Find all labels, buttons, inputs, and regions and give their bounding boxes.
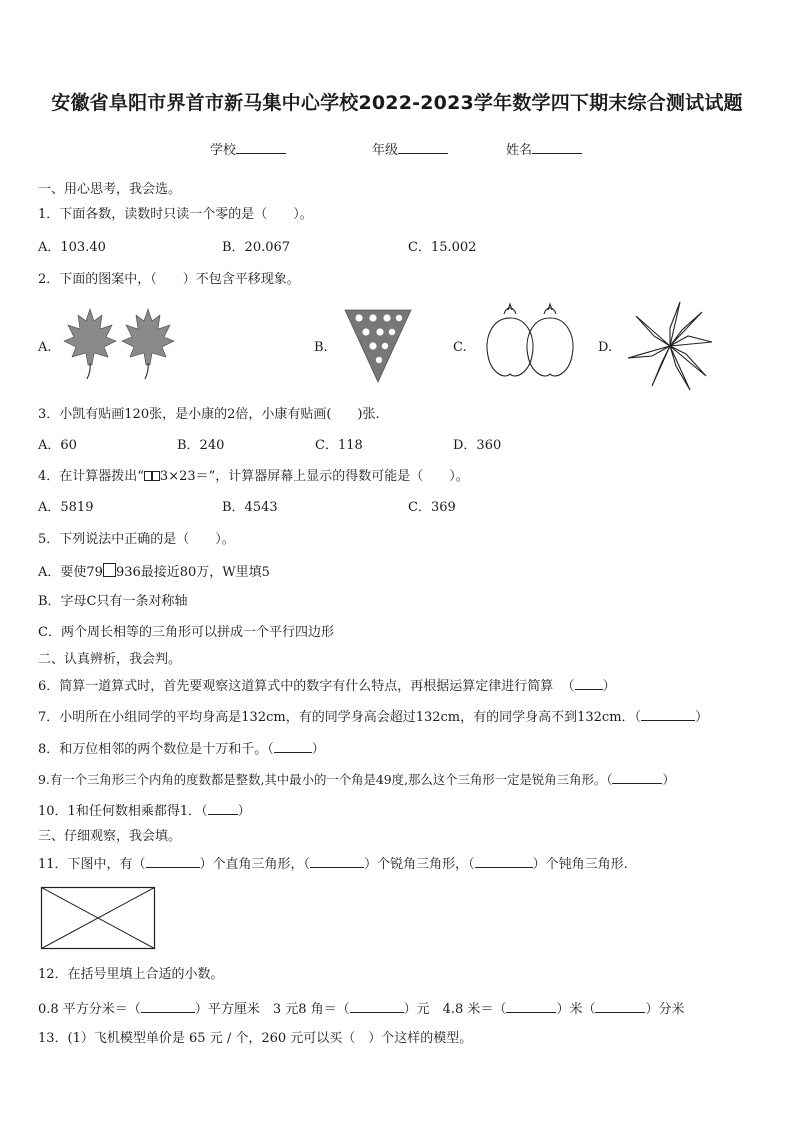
q1-stem: 1．下面各数，读数时只读一个零的是（ ）。 [38, 207, 313, 222]
q3-option-b[interactable]: B．240 [177, 438, 225, 453]
name-label: 姓名 [506, 143, 533, 158]
q10-item [38, 802, 251, 820]
pinwheel-icon [622, 298, 718, 394]
q5-stem: 5．下列说法中正确的是（ ）。 [38, 532, 235, 547]
q5-option-c[interactable]: C．两个周长相等的三角形可以拼成一个平行四边形 [38, 625, 334, 640]
q7-paren-close: ） [695, 710, 709, 725]
section-1-heading: 一、用心思考，我会选。 [38, 182, 182, 197]
q1-option-a[interactable]: A．103.40 [38, 240, 106, 255]
q12-blank-2[interactable] [350, 1000, 404, 1013]
q12-part-3: ）元 4.8 米＝（ [403, 1002, 507, 1017]
q12-blank-3[interactable] [506, 1000, 556, 1013]
q11-acute-blank[interactable] [310, 855, 364, 868]
q4-option-b[interactable]: B．4543 [222, 500, 278, 515]
q2-option-d[interactable]: D. [598, 340, 613, 355]
q5-option-b[interactable]: B．字母C只有一条对称轴 [38, 594, 188, 609]
q6-paren-close: ） [602, 679, 616, 694]
grade-blank[interactable] [398, 141, 448, 154]
box-icon [144, 471, 152, 481]
q7-paren-open: （ [634, 710, 642, 725]
section-2-heading: 二、认真辨析，我会判。 [38, 652, 182, 667]
q4-stem-end: 3×23＝”，计算器屏幕上显示的得数可能是（ ）。 [159, 469, 469, 484]
page-title: 安徽省阜阳市界首市新马集中心学校2022-2023学年数学四下期末综合测试试题 [51, 92, 743, 114]
q12-part-2: ）平方厘米 3 元8 角＝（ [194, 1002, 350, 1017]
q2-option-a[interactable]: A. [38, 340, 52, 355]
name-blank[interactable] [532, 141, 582, 154]
q8-answer-blank[interactable] [274, 740, 312, 753]
q13-stem: 13．(1）飞机模型单价是 65 元 / 个，260 元可以买（ ）个这样的模型。 [38, 1031, 473, 1046]
q7-answer-blank[interactable] [641, 708, 695, 721]
q4-option-c[interactable]: C．369 [408, 500, 456, 515]
q7-text: 7．小明所在小组同学的平均身高是132cm，有的同学身高会超过132cm，有的同学身高不到132cm． [38, 710, 635, 725]
q12-part-4: ）米（ [556, 1002, 596, 1017]
q5-option-a-end: 936最接近80万，W里填5 [115, 565, 270, 580]
q8-paren-open: （ [267, 742, 274, 757]
q12-fill-row [38, 1000, 684, 1018]
q2-stem: 2．下面的图案中，（ ）不包含平移现象。 [38, 272, 300, 287]
q8-text: 8．和万位相邻的两个数位是十万和千。 [38, 742, 268, 757]
heart-pair-icon [482, 302, 582, 384]
q11-item [38, 855, 628, 873]
q3-option-c[interactable]: C．118 [315, 438, 363, 453]
q12-stem: 12．在括号里填上合适的小数。 [38, 967, 224, 982]
q11-part-4: ）个钝角三角形. [532, 857, 628, 872]
q9-text: 9.有一个三角形三个内角的度数都是整数,其中最小的一个角是49度,那么这个三角形一定是锐角三角形。 [38, 772, 607, 787]
q8-paren-close: ） [311, 742, 325, 757]
q11-part-3: ）个锐角三角形，（ [364, 857, 475, 872]
q10-paren-close: ） [237, 804, 251, 819]
q7-item [38, 708, 708, 726]
q5-option-a-start: A．要使79 [38, 565, 103, 580]
q9-paren-close: ） [662, 772, 675, 787]
q10-text: 10．1和任何数相乘都得1． [38, 804, 202, 819]
school-field[interactable] [210, 141, 286, 159]
q4-option-a[interactable]: A．5819 [38, 500, 94, 515]
q12-part-1: 0.8 平方分米＝（ [38, 1002, 141, 1017]
q2-option-b[interactable]: B. [314, 340, 328, 355]
maple-leaf-pair-icon [60, 305, 180, 383]
q1-option-c[interactable]: C．15.002 [408, 240, 477, 255]
q9-item [38, 771, 675, 788]
q11-part-1: 11．下图中，有（ [38, 857, 146, 872]
q3-option-a[interactable]: A．60 [38, 438, 77, 453]
school-blank[interactable] [236, 141, 286, 154]
q4-stem-start: 4．在计算器拨出“ [38, 469, 144, 484]
q3-stem: 3．小凯有贴画120张，是小康的2倍，小康有贴画( )张. [38, 407, 380, 422]
q4-stem [38, 469, 469, 485]
q5-option-a[interactable] [38, 563, 270, 581]
q6-paren-open: （ [561, 679, 575, 694]
q11-right-blank[interactable] [146, 855, 200, 868]
q1-option-b[interactable]: B．20.067 [222, 240, 291, 255]
q10-paren-open: （ [201, 804, 208, 819]
triangle-flowers-icon [343, 308, 413, 384]
q10-answer-blank[interactable] [208, 802, 238, 815]
grade-field[interactable] [372, 141, 448, 159]
q12-blank-1[interactable] [141, 1000, 195, 1013]
q6-text: 6．简算一道算式时，首先要观察这道算式中的数字有什么特点，再根据运算定律进行简算 [38, 679, 554, 694]
q11-part-2: ）个直角三角形，（ [199, 857, 311, 872]
box-icon [103, 563, 116, 577]
q12-blank-4[interactable] [595, 1000, 645, 1013]
q6-item [38, 677, 616, 695]
q3-option-d[interactable]: D．360 [453, 438, 502, 453]
grade-label: 年级 [372, 143, 399, 158]
q2-option-c[interactable]: C. [453, 340, 467, 355]
rectangle-diagonals-figure [40, 886, 156, 950]
box-icon [152, 471, 160, 481]
q12-part-5: ）分米 [645, 1002, 685, 1017]
q9-answer-blank[interactable] [612, 771, 662, 784]
q6-answer-blank[interactable] [575, 677, 603, 690]
school-label: 学校 [210, 143, 237, 158]
name-field[interactable] [506, 141, 582, 159]
section-3-heading: 三、仔细观察，我会填。 [38, 829, 182, 844]
q8-item [38, 740, 325, 758]
q9-paren-open: （ [606, 772, 613, 787]
q11-obtuse-blank[interactable] [475, 855, 533, 868]
